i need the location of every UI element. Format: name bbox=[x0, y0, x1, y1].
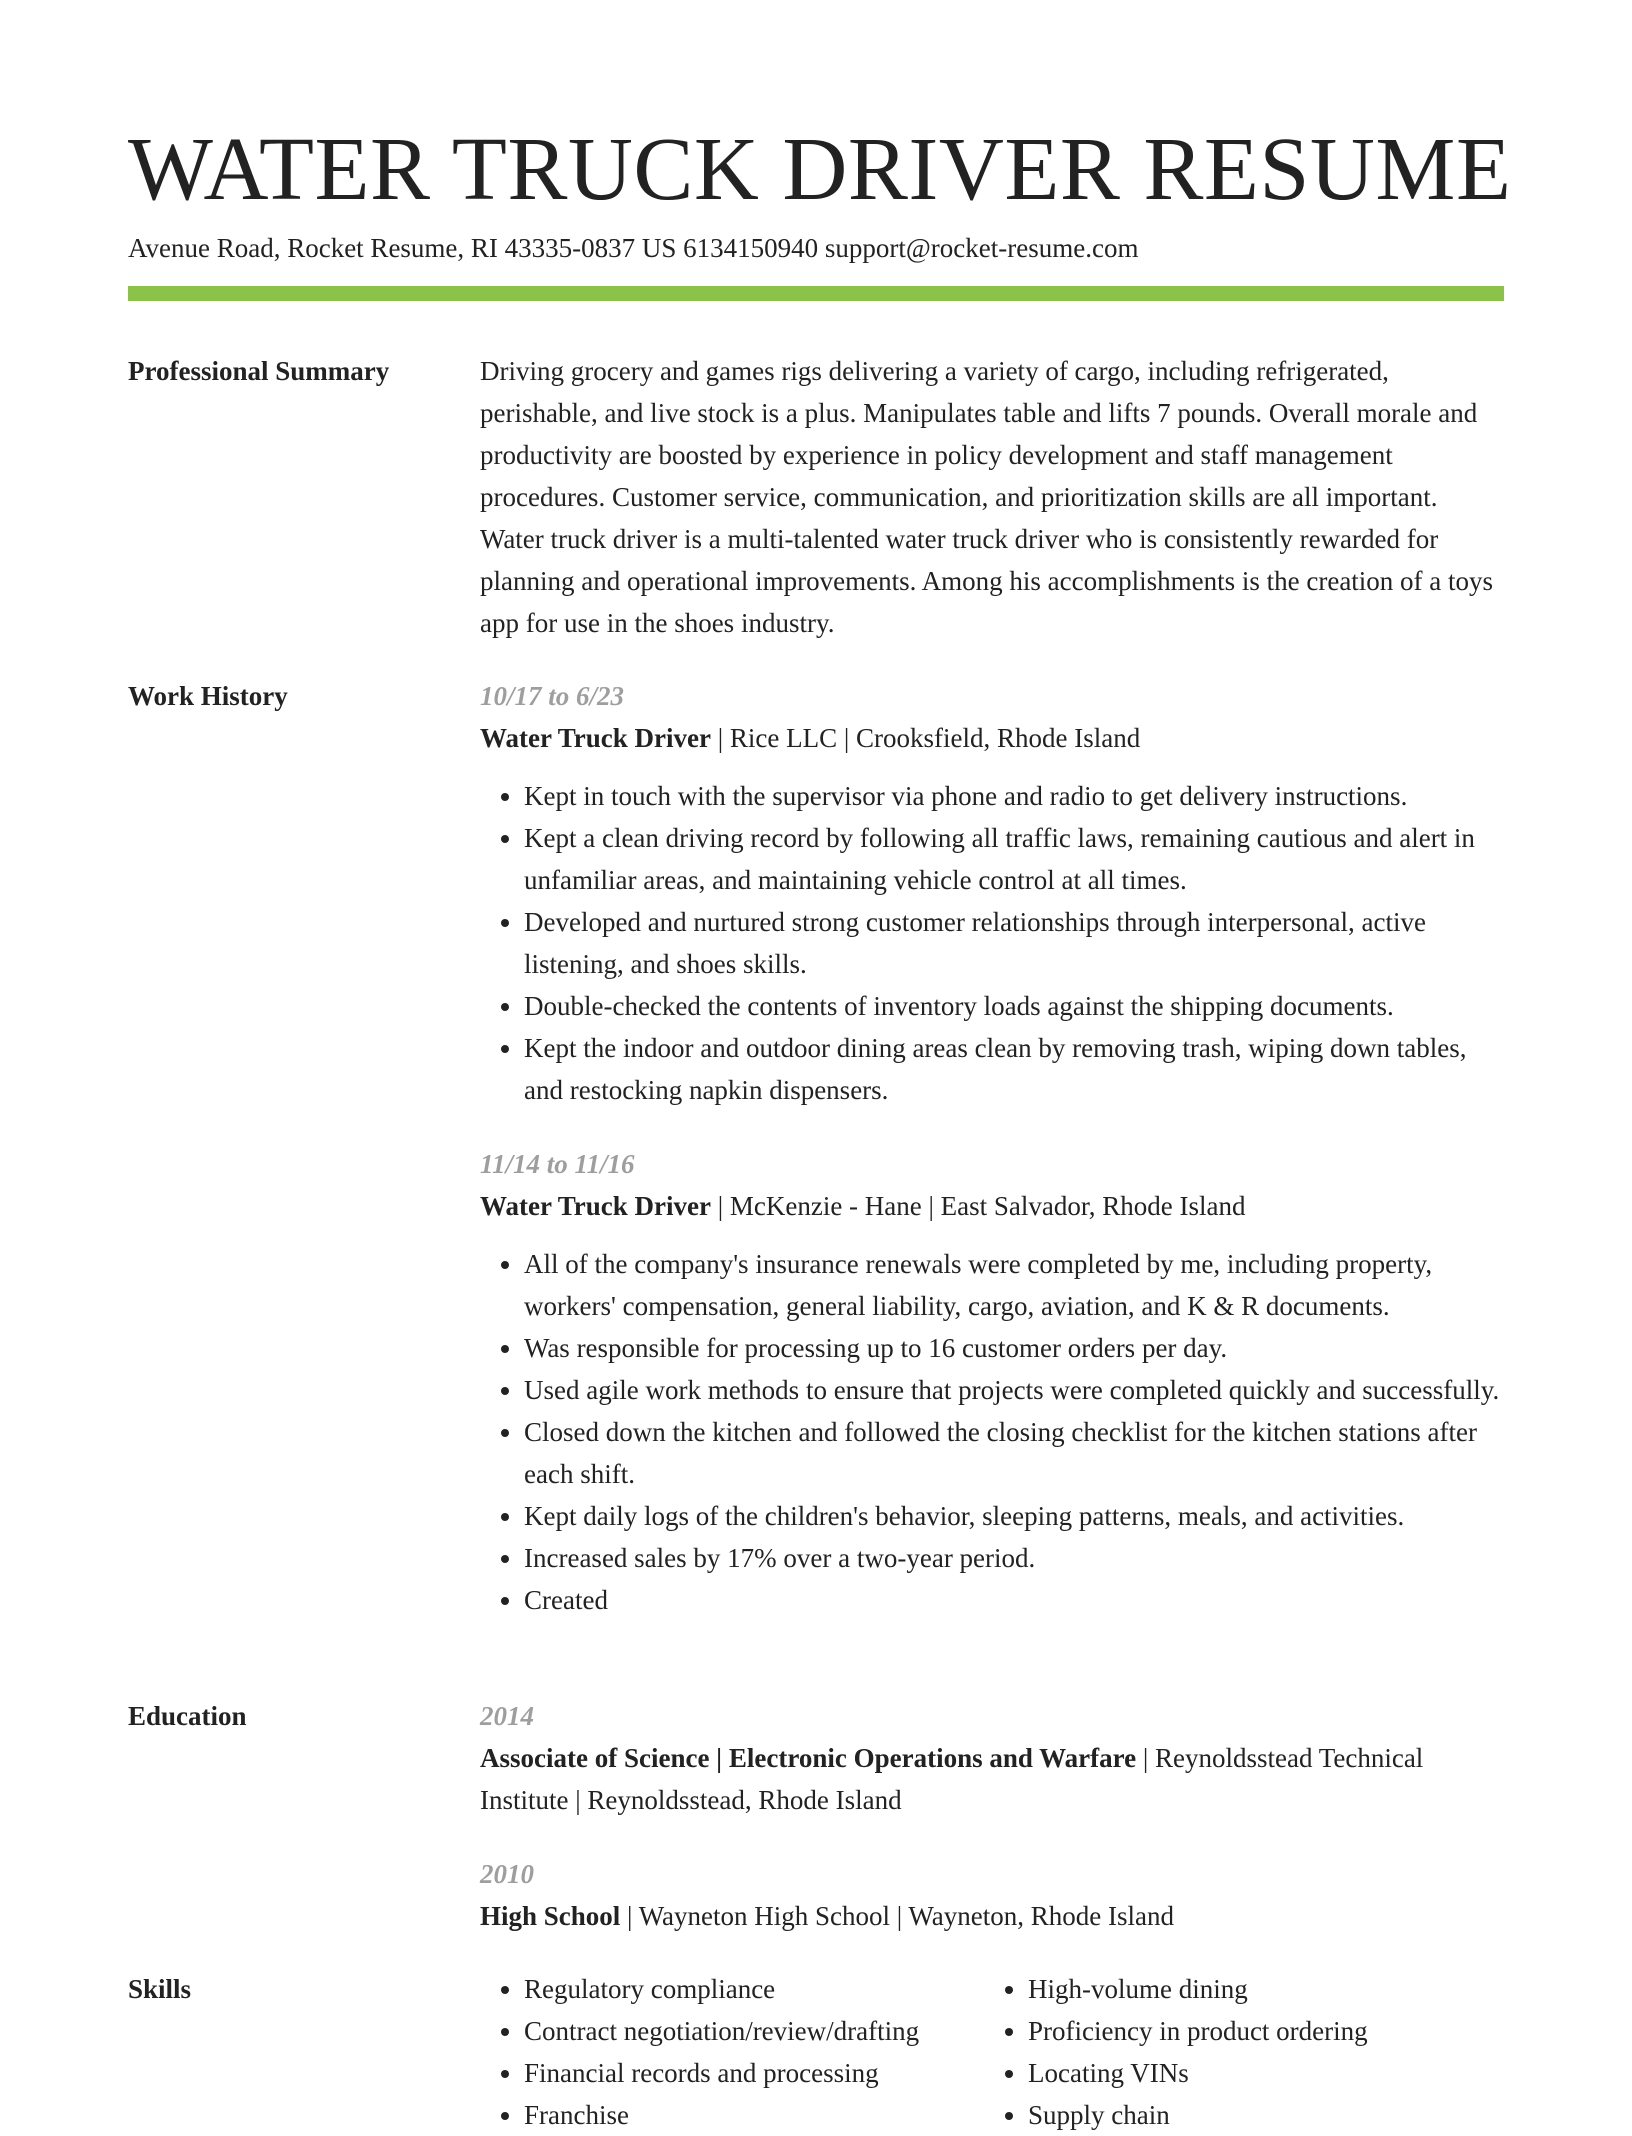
job-bullet: • Was responsible for processing up to 16 customer orders per day. bbox=[524, 1327, 1504, 1369]
job-entry bbox=[480, 1143, 1504, 1621]
job-bullets bbox=[480, 775, 1504, 1111]
job-bullets bbox=[480, 1243, 1504, 1621]
job-bullet: • Kept the indoor and outdoor dining areas clean by removing trash, wiping down tables, and restocking napkin dispensers. bbox=[524, 1027, 1504, 1111]
skill-item: • Regulatory compliance bbox=[524, 1968, 984, 2010]
header-divider bbox=[128, 286, 1504, 301]
education-degree: High School bbox=[480, 1901, 621, 1931]
job-bullet: • Double-checked the contents of inventory loads against the shipping documents. bbox=[524, 985, 1504, 1027]
education-details: | Reynoldsstead Technical Institute | Reynoldsstead, Rhode Island bbox=[480, 1743, 1424, 1815]
education-date: 2014 bbox=[480, 1701, 534, 1731]
job-details: | Rice LLC | Crooksfield, Rhode Island bbox=[710, 723, 1141, 753]
education-heading: Education bbox=[128, 1701, 247, 1731]
skills-heading: Skills bbox=[128, 1974, 192, 2004]
education-date: 2010 bbox=[480, 1859, 534, 1889]
contact-line: Avenue Road, Rocket Resume, RI 43335-0837 US 6134150940 support@rocket-resume.com bbox=[128, 233, 1139, 263]
job-bullet: • All of the company's insurance renewals were completed by me, including property, workers' compensation, general liability, cargo, aviation, and K & R documents. bbox=[524, 1243, 1504, 1327]
education-degree: Associate of Science | Electronic Operations and Warfare bbox=[480, 1743, 1137, 1773]
skill-item: • Locating VINs bbox=[1028, 2052, 1488, 2094]
job-bullet: • Created bbox=[524, 1579, 1504, 1621]
job-bullet: • Used agile work methods to ensure that projects were completed quickly and successfully. bbox=[524, 1369, 1504, 1411]
job-bullet: • Closed down the kitchen and followed the closing checklist for the kitchen stations after each shift. bbox=[524, 1411, 1504, 1495]
job-date: 11/14 to 11/16 bbox=[480, 1149, 635, 1179]
skill-item: • High-volume dining bbox=[1028, 1968, 1488, 2010]
job-entry bbox=[480, 675, 1504, 1111]
job-title: Water Truck Driver bbox=[480, 723, 711, 753]
job-bullet: • Increased sales by 17% over a two-year period. bbox=[524, 1537, 1504, 1579]
education-entry bbox=[480, 1853, 1504, 1937]
job-heading bbox=[480, 1185, 1504, 1227]
skills-list-right bbox=[984, 1968, 1488, 2136]
skill-item: • Contract negotiation/review/drafting bbox=[524, 2010, 984, 2052]
job-bullet: • Kept a clean driving record by following all traffic laws, remaining cautious and alert in unfamiliar areas, and maintaining vehicle control at all times. bbox=[524, 817, 1504, 901]
education-details: | Wayneton High School | Wayneton, Rhode Island bbox=[620, 1901, 1174, 1931]
summary-text: Driving grocery and games rigs delivering a variety of cargo, including refrigerated, perishable, and live stock is a plus. Manipulates table and lifts 7 pounds. Overall morale and productivity are boosted by experience in policy development and staff management procedures. Customer service, communication, and prioritization skills are all important. Water truck driver is a multi-talented water truck driver who is consistently rewarded for planning and operational improvements. Among his accomplishments is the creation of a toys app for use in the shoes industry. bbox=[480, 356, 1494, 638]
skill-item: • Financial records and processing bbox=[524, 2052, 984, 2094]
summary-heading: Professional Summary bbox=[128, 356, 390, 386]
skill-item: • Franchise bbox=[524, 2094, 984, 2136]
job-title: Water Truck Driver bbox=[480, 1191, 711, 1221]
education-entry bbox=[480, 1695, 1504, 1821]
job-bullet: • Developed and nurtured strong customer relationships through interpersonal, active listening, and shoes skills. bbox=[524, 901, 1504, 985]
work-history-heading: Work History bbox=[128, 681, 288, 711]
education-heading-line bbox=[480, 1895, 1504, 1937]
skills-columns bbox=[480, 1968, 1504, 2136]
skills-list-left bbox=[480, 1968, 984, 2136]
job-bullet: • Kept daily logs of the children's behavior, sleeping patterns, meals, and activities. bbox=[524, 1495, 1504, 1537]
resume-title: WATER TRUCK DRIVER RESUME bbox=[128, 120, 1512, 219]
job-details: | McKenzie - Hane | East Salvador, Rhode Island bbox=[710, 1191, 1246, 1221]
job-bullet: • Kept in touch with the supervisor via phone and radio to get delivery instructions. bbox=[524, 775, 1504, 817]
skill-item: • Supply chain bbox=[1028, 2094, 1488, 2136]
skill-item: • Proficiency in product ordering bbox=[1028, 2010, 1488, 2052]
education-heading-line bbox=[480, 1737, 1504, 1821]
job-date: 10/17 to 6/23 bbox=[480, 681, 625, 711]
job-heading bbox=[480, 717, 1504, 759]
